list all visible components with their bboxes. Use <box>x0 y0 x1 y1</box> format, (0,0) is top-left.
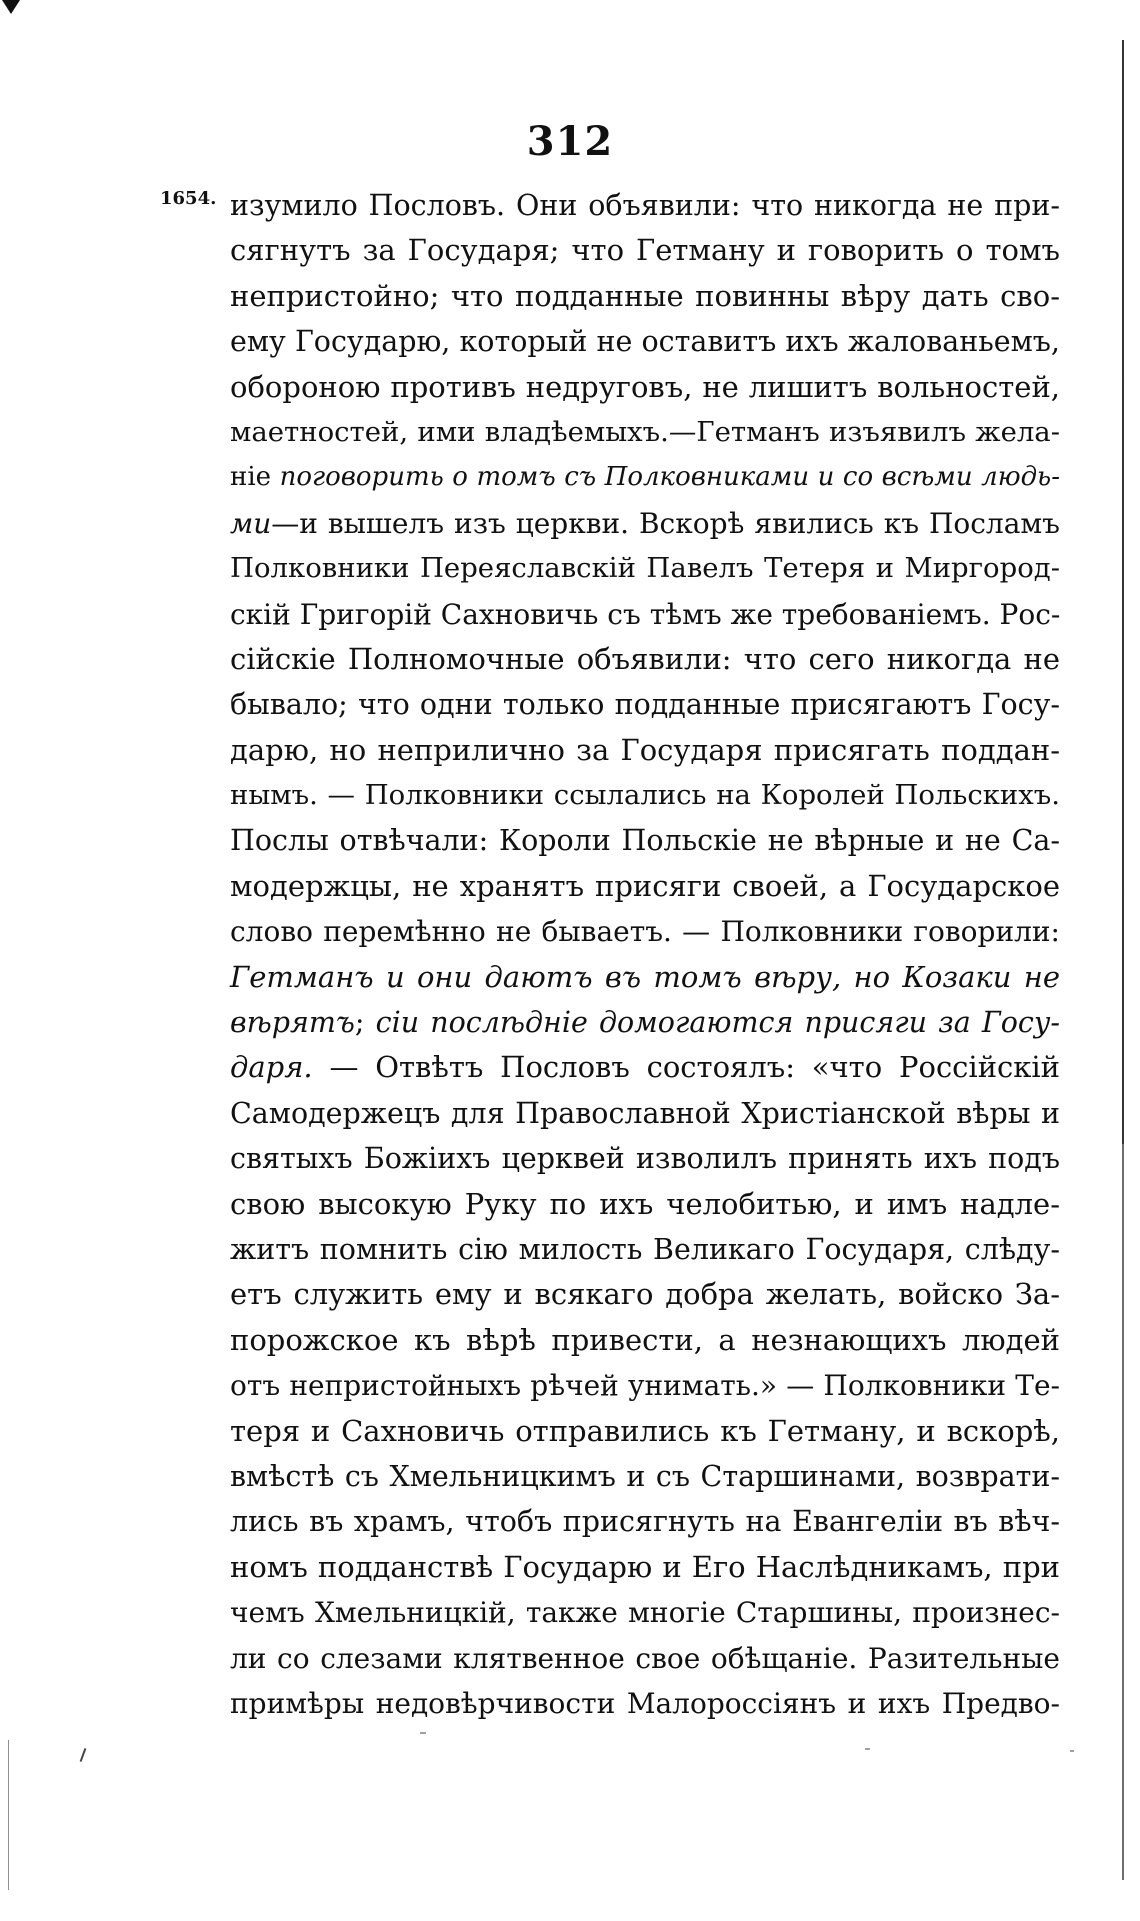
text-segment: порожское къ вѣрѣ привести, а незнающихъ людей <box>230 1322 1060 1357</box>
text-line <box>230 773 1060 818</box>
text-segment: бывало; что одни только подданные присягаютъ Госу- <box>230 688 1060 722</box>
text-line <box>230 1409 1060 1454</box>
text-line <box>230 1318 1060 1363</box>
text-segment: вмѣстѣ съ Хмельницкимъ и съ Старшинами, возврати- <box>230 1459 1060 1493</box>
body-text <box>230 183 1060 1726</box>
text-line <box>230 410 1060 455</box>
text-line <box>230 1045 1060 1090</box>
text-segment: сягнутъ за Государя; что Гетману и говорить о томъ <box>230 233 1060 268</box>
italic-text-segment: поговорить о томъ съ Полковниками и со всѣми людь- <box>279 462 1060 493</box>
text-line <box>230 1454 1060 1499</box>
text-line <box>230 1590 1060 1635</box>
text-line <box>230 682 1060 727</box>
text-line <box>230 1363 1060 1408</box>
ink-speck <box>420 1732 426 1734</box>
text-segment: непристойно; что подданные повинны вѣру дать сво- <box>230 278 1060 313</box>
text-segment: отъ непристойныхъ рѣчей унимать.» — Полковники Те- <box>230 1369 1060 1403</box>
margin-year-note: 1654. <box>160 188 217 209</box>
italic-text-segment: вѣрятъ <box>230 1006 355 1040</box>
text-segment: ; <box>354 1006 376 1040</box>
italic-text-segment: Гетманъ и они даютъ въ томъ вѣру, но Козаки не <box>230 959 1060 994</box>
italic-text-segment: сіи послѣдніе домогаются присяги за Госу- <box>375 1006 1060 1040</box>
text-segment: маетностей, ими владѣемыхъ.—Гетманъ изъявилъ жела- <box>230 415 1060 448</box>
text-line <box>230 1182 1060 1227</box>
text-segment: Полковники Переяславскій Павелъ Тетеря и Миргород- <box>230 552 1060 585</box>
text-line <box>230 637 1060 682</box>
text-segment: лись въ храмъ, чтобъ присягнуть на Евангеліи въ вѣч- <box>230 1505 1060 1539</box>
text-line <box>230 955 1060 1000</box>
ink-speck <box>1070 1750 1074 1752</box>
page-number: 312 <box>526 118 614 165</box>
text-line <box>230 501 1060 546</box>
text-segment: свою высокую Руку по ихъ челобитью, и имъ надле- <box>230 1186 1060 1221</box>
text-segment: ли со слезами клятвенное свое обѣщаніе. Разительные <box>230 1641 1060 1675</box>
text-line <box>230 319 1060 364</box>
text-line <box>230 1681 1060 1726</box>
text-segment: Послы отвѣчали: Короли Польскіе не вѣрные и не Са- <box>230 824 1060 858</box>
text-segment: ему Государю, который не оставитъ ихъ жалованьемъ, <box>230 325 1060 359</box>
text-line <box>230 1545 1060 1590</box>
page-edge-line <box>1122 40 1124 1880</box>
text-segment: изумило Пословъ. Они объявили: что никогда не при- <box>230 189 1060 222</box>
page-edge-line-left <box>8 1740 9 1890</box>
ink-speck <box>80 1748 87 1762</box>
text-segment: примѣры недовѣрчивости Малороссіянъ и ихъ Предво- <box>230 1686 1060 1720</box>
text-line <box>230 365 1060 410</box>
text-segment: святыхъ Божіихъ церквей изволилъ принять ихъ подъ <box>230 1142 1060 1176</box>
text-line <box>230 1091 1060 1136</box>
text-segment: —и вышелъ изъ церкви. Вскорѣ явились къ Посламъ <box>271 506 1060 540</box>
text-segment: номъ подданствѣ Государю и Его Наслѣдникамъ, при <box>230 1549 1060 1584</box>
text-segment: нымъ. — Полковники ссылались на Королей Польскихъ. <box>230 779 1060 812</box>
corner-mark-icon <box>2 0 20 14</box>
text-line <box>230 1499 1060 1544</box>
text-line <box>230 183 1060 228</box>
ink-speck <box>865 1748 870 1750</box>
text-segment: скій Григорій Сахновичь съ тѣмъ же требованіемъ. Рос- <box>230 597 1061 631</box>
text-line <box>230 1136 1060 1181</box>
text-line <box>230 1227 1060 1272</box>
text-segment: — Отвѣтъ Пословъ состоялъ: «что Россійскій <box>312 1050 1060 1085</box>
text-line <box>230 228 1060 273</box>
text-segment: ніе <box>230 462 280 493</box>
text-line <box>230 455 1060 500</box>
text-segment: етъ служить ему и всякаго добра желать, войско За- <box>230 1277 1060 1312</box>
text-line <box>230 909 1060 954</box>
text-line <box>230 728 1060 773</box>
italic-text-segment: даря. <box>230 1050 313 1085</box>
text-line <box>230 864 1060 909</box>
text-segment: обороною противъ недруговъ, не лишитъ вольностей, <box>230 369 1060 404</box>
text-segment: дарю, но неприлично за Государя присягать поддан- <box>230 732 1060 767</box>
text-line <box>230 1272 1060 1317</box>
text-line <box>230 1636 1060 1681</box>
text-segment: сійскіе Полномочные объявили: что сего никогда не <box>230 641 1060 676</box>
text-line <box>230 546 1060 591</box>
text-line <box>230 274 1060 319</box>
text-segment: чемъ Хмельницкій, также многіе Старшины, произнес- <box>230 1596 1060 1630</box>
text-segment: житъ помнить сію милость Великаго Государя, слѣду- <box>230 1232 1060 1266</box>
text-segment: теря и Сахновичь отправились къ Гетману, и вскорѣ, <box>230 1413 1060 1448</box>
text-segment: модержцы, не хранятъ присяги своей, а Государское <box>230 868 1060 903</box>
italic-text-segment: ми <box>230 506 272 540</box>
text-line <box>230 1000 1060 1045</box>
text-line <box>230 818 1060 863</box>
text-segment: слово перемѣнно не бываетъ. — Полковники говорили: <box>230 915 1060 949</box>
text-segment: Самодержецъ для Православной Христіанской вѣры и <box>230 1096 1060 1130</box>
text-line <box>230 592 1060 637</box>
